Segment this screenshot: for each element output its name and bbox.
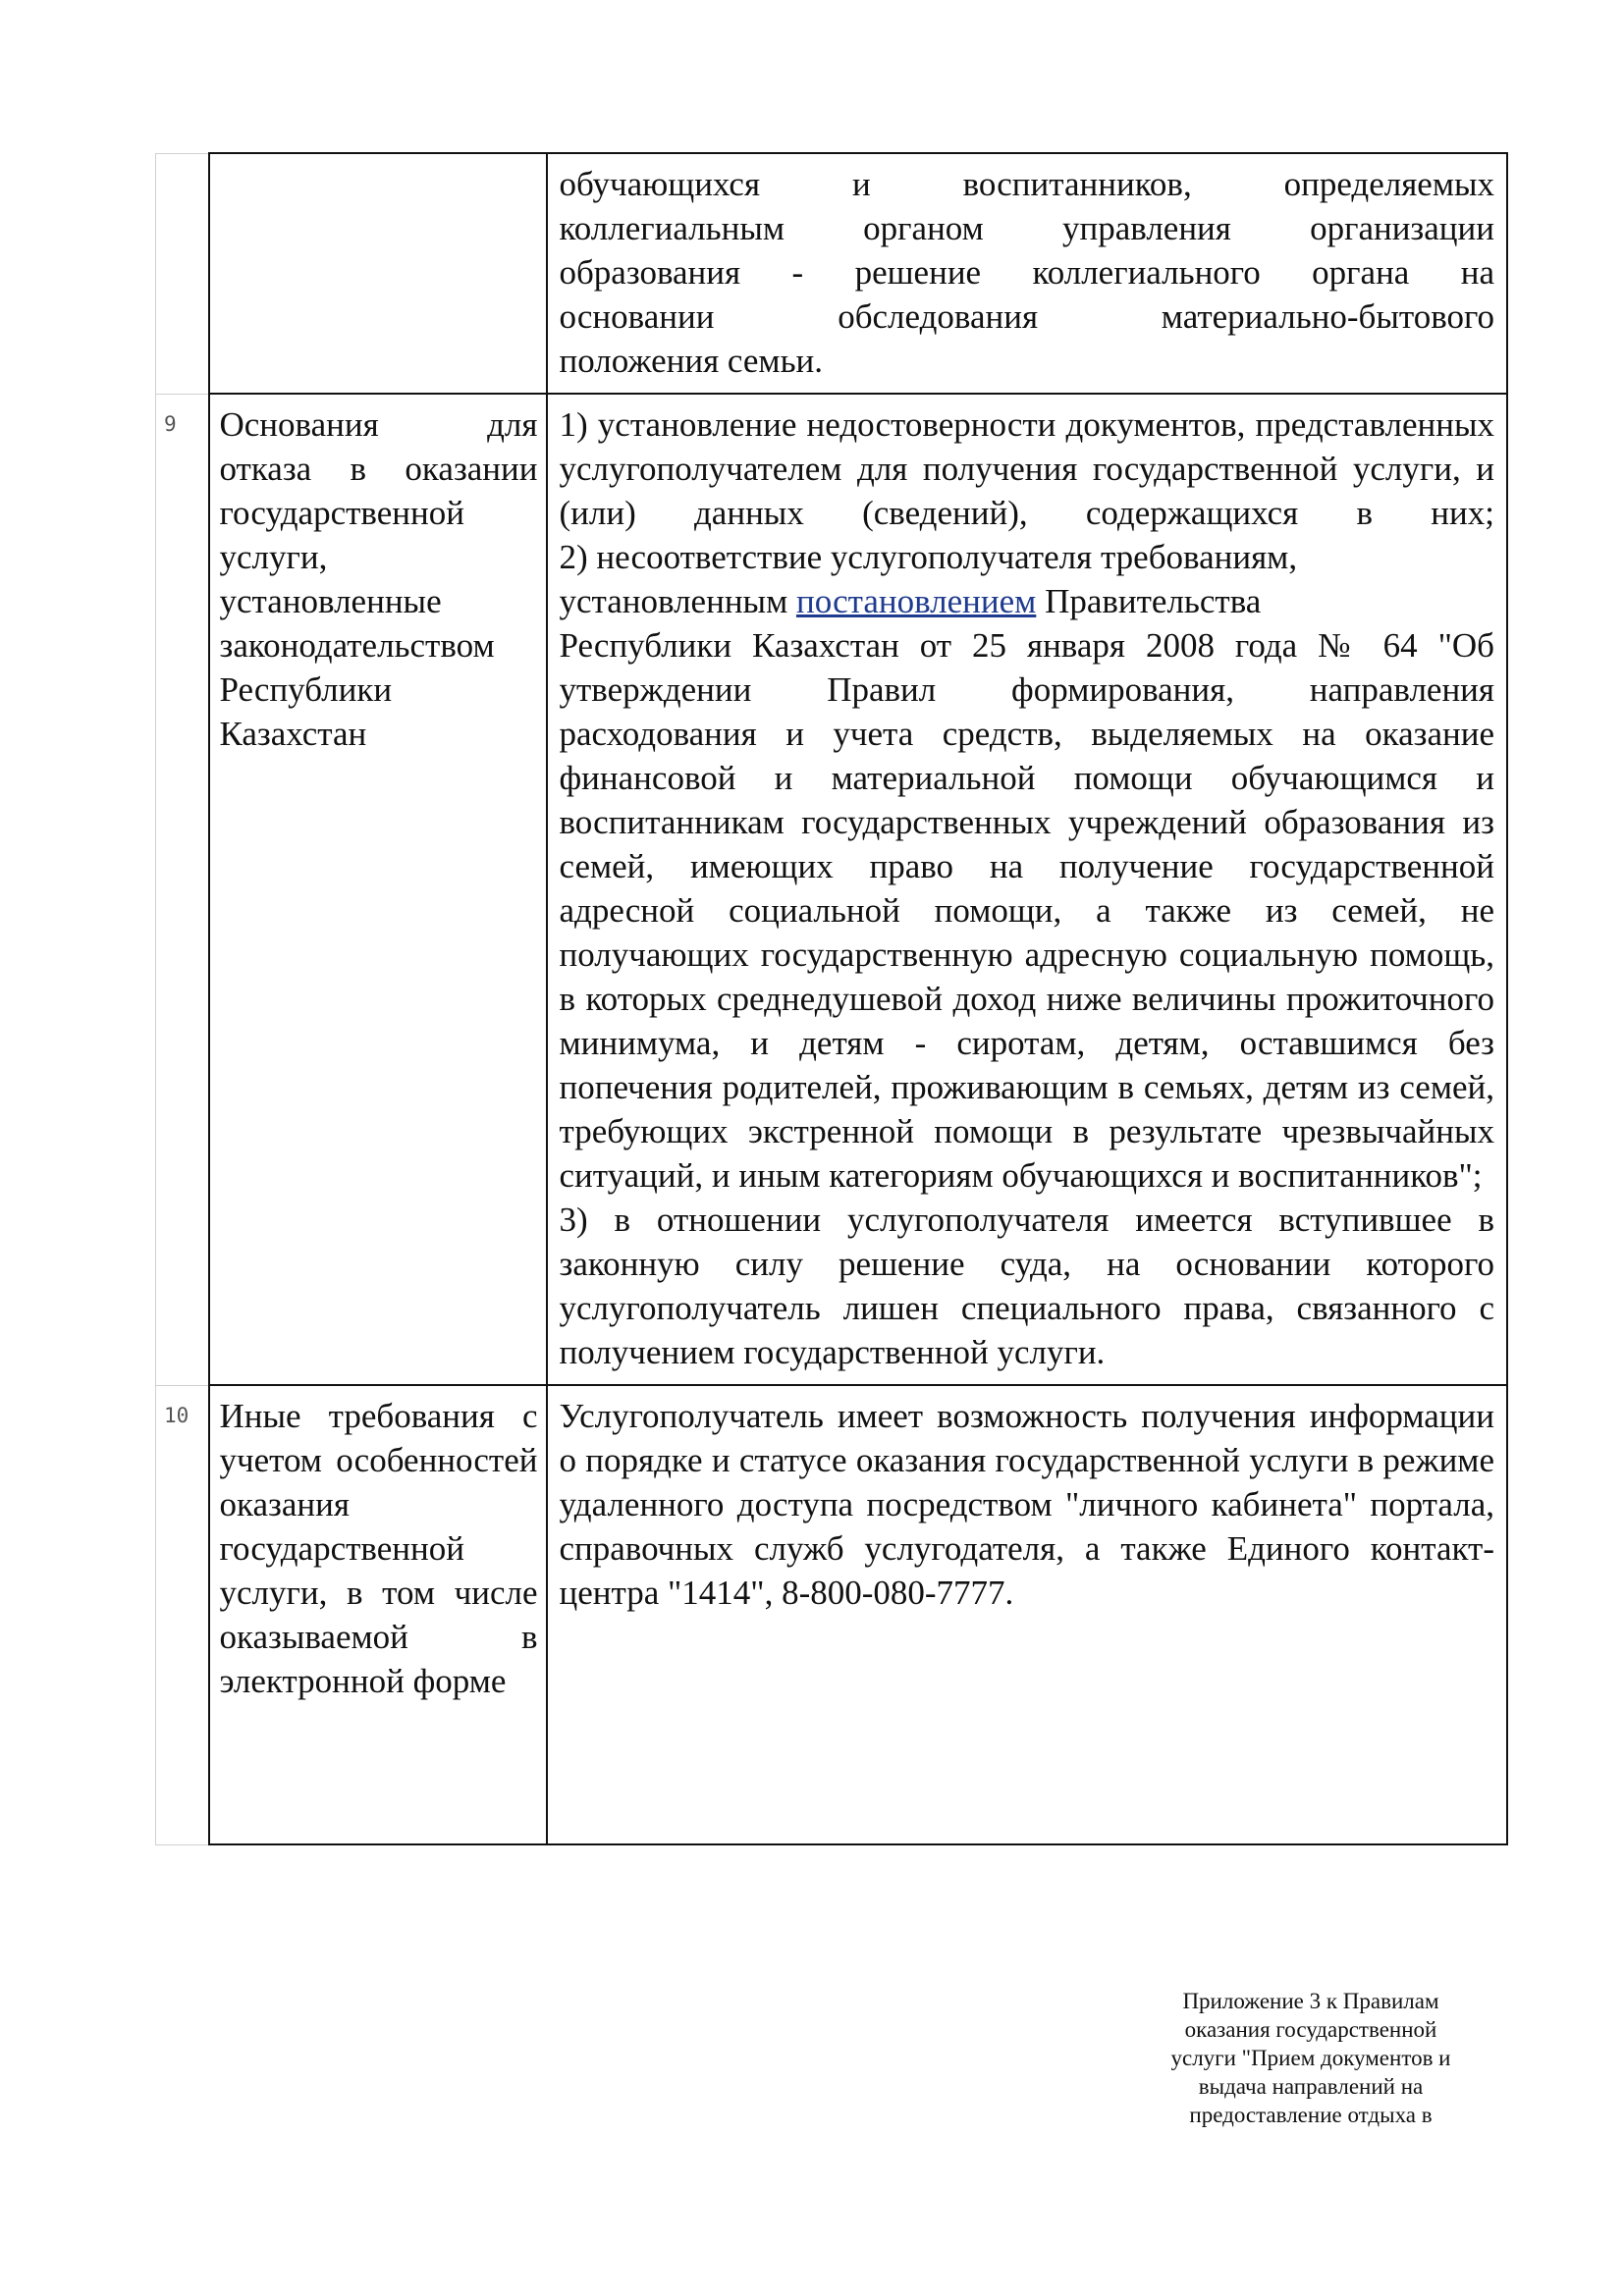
row-number: 10 — [156, 1385, 209, 1844]
annex-line: Приложение 3 к Правилам — [1182, 1989, 1439, 2013]
annex-line: предоставление отдыха в — [1189, 2103, 1433, 2127]
annex-line: услуги "Прием документов и — [1170, 2046, 1451, 2070]
row-number: 9 — [156, 394, 209, 1385]
annex-reference — [1129, 1987, 1492, 2129]
refusal-item-1: 1) установление недостоверности документов, представленных услугополучателем для получения государственной услуги, и (или) данных (сведений), содержащихся в них; — [559, 405, 1494, 532]
item-text: Правительства — [1036, 582, 1262, 620]
item-text: 2) несоответствие услугополучателя требованиям, установленным — [559, 538, 1298, 620]
row-description — [547, 394, 1508, 1385]
resolution-link[interactable]: постановлением — [795, 582, 1037, 620]
desc-line: основании обследования материально-бытового — [559, 297, 1494, 336]
requirements-table — [155, 152, 1508, 1845]
desc-line: обучающихся и воспитанников, определяемых — [559, 165, 1494, 203]
annex-line: оказания государственной — [1184, 2017, 1437, 2042]
desc-line: коллегиальным органом управления организации — [559, 209, 1494, 247]
table-row-10 — [156, 1385, 1508, 1844]
table-row-continuation — [156, 153, 1508, 394]
row-title: Основания для отказа в оказании государственной услуги, установленные законодательством Республики Казахстан — [209, 394, 547, 1385]
desc-line: образования - решение коллегиального органа на — [559, 253, 1494, 292]
row-title: Иные требования с учетом особенностей оказания государственной услуги, в том числе оказываемой в электронной форме — [209, 1385, 547, 1844]
desc-line: положения семьи. — [559, 342, 824, 380]
table-row-9 — [156, 394, 1508, 1385]
row-title — [209, 153, 547, 394]
row-number — [156, 153, 209, 394]
row-description — [547, 153, 1508, 394]
refusal-item-2-head — [560, 535, 1495, 623]
row-description: Услугополучатель имеет возможность получения информации о порядке и статусе оказания государственной услуги в режиме удаленного доступа посредством "личного кабинета" портала, справочных служб услугодателя, а также Единого контакт-центра "1414", 8-800-080-7777. — [547, 1385, 1508, 1844]
refusal-item-2-body: Республики Казахстан от 25 января 2008 года № 64 "Об утверждении Правил формирования, направления расходования и учета средств, выделяемых на оказание финансовой и материальной помощи обучающимся и воспитанникам государственных учреждений образования из семей, имеющих право на получение государственной адресной социальной помощи, а также из семей, не получающих государственную адресную социальную помощь, в которых среднедушевой доход ниже величины прожиточного минимума, и детям - сиротам, детям, оставшимся без попечения родителей, проживающим в семьях, детям из семей, требующих экстренной помощи в результате чрезвычайных ситуаций, и иным категориям обучающихся и воспитанников"; — [559, 626, 1494, 1195]
annex-line: выдача направлений на — [1198, 2074, 1424, 2099]
refusal-item-3: 3) в отношении услугополучателя имеется вступившее в законную силу решение суда, на основании которого услугополучатель лишен специального права, связанного с получением государственной услуги. — [559, 1201, 1494, 1371]
